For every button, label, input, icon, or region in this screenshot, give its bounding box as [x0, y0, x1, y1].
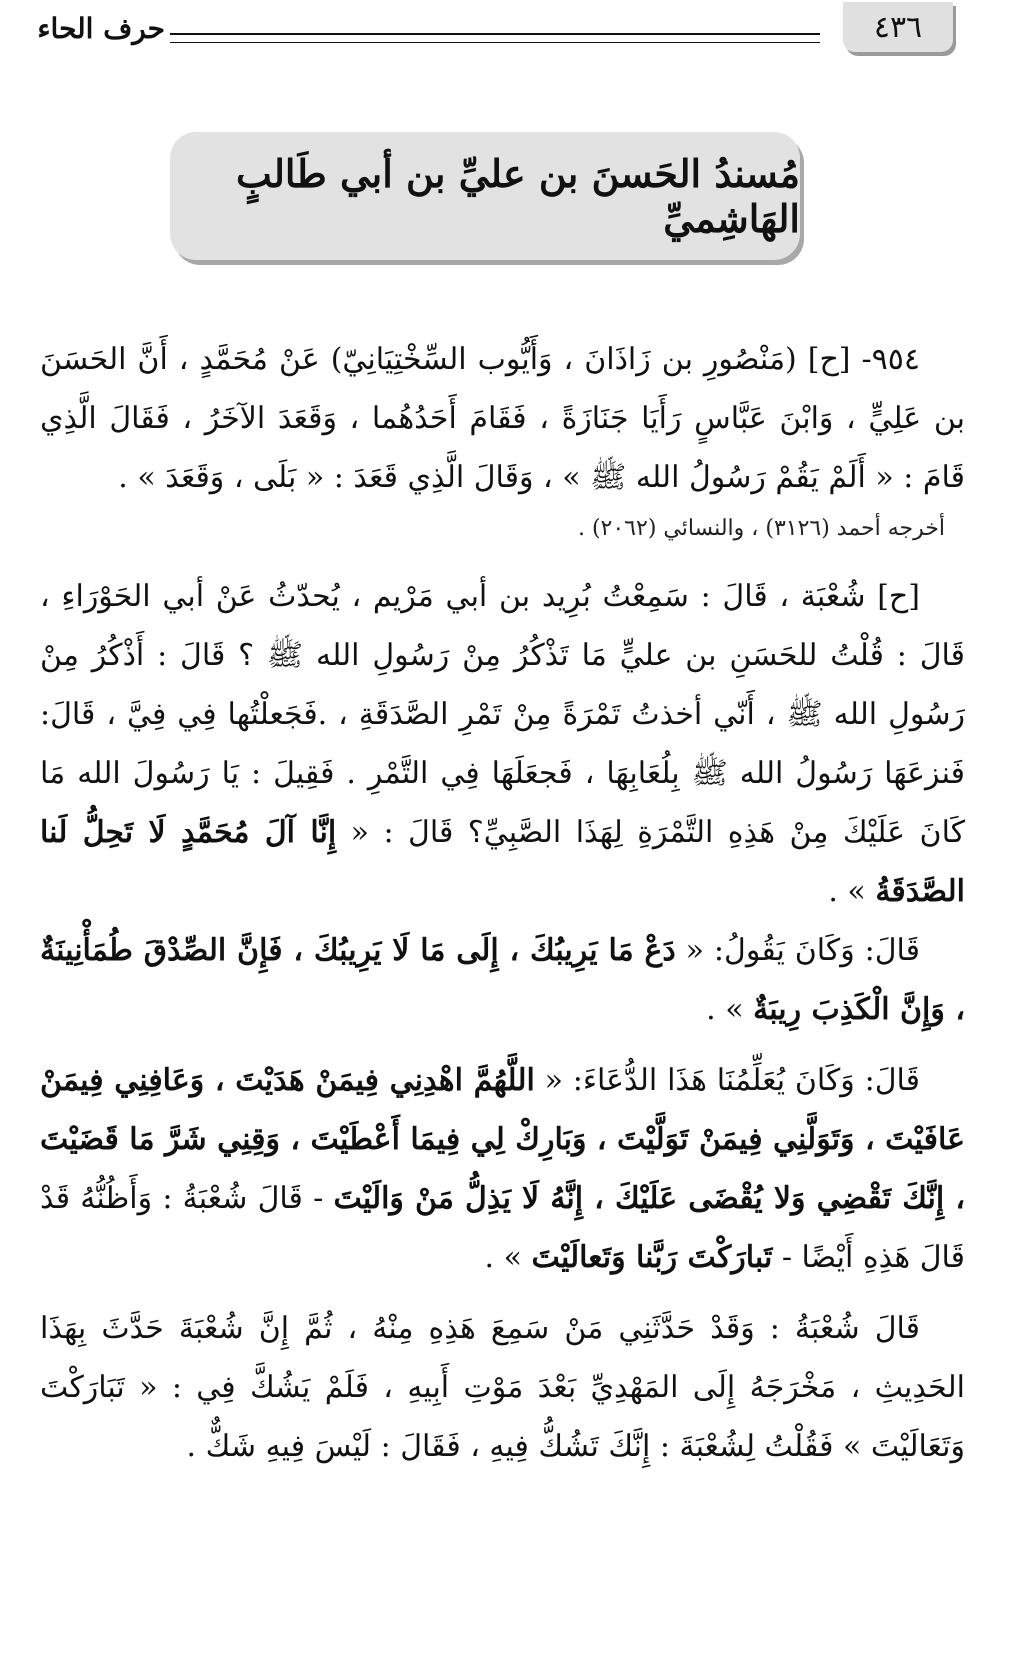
header-rule — [170, 33, 820, 43]
paragraph-end: » . — [828, 874, 866, 909]
paragraph-text: قَالَ: وَكَانَ يَقُولُ: « — [685, 933, 920, 968]
page-number-text: ٤٣٦ — [873, 9, 923, 45]
paragraph-end: » . — [706, 992, 744, 1027]
bold-quote: اللَّهُمَّ اهْدِنِي فِيمَنْ هَدَيْتَ ، وَعَافِنِي فِيمَنْ عَافَيْتَ ، وَتَوَلَّنِي فِيمَنْ تَوَلَّيْتَ ، وَبَارِكْ لِي فِيمَا أَعْطَيْتَ ، وَقِنِي شَرَّ مَا قَضَيْتَ ، إِنَّكَ تَقْضِي وَلا يُقْضَى عَلَيْكَ ، إِنَّهُ لَا يَذِلُّ مَنْ وَالَيْتَ — [40, 1063, 966, 1216]
section-title-box — [170, 132, 800, 260]
takhrij-note: أخرجه أحمد (٣١٢٦) ، والنسائي (٢٠٦٢) . — [577, 516, 945, 541]
section-title: مُسندُ الحَسنَ بن عليِّ بن أبي طَالبٍ الهَاشِميِّ — [236, 151, 800, 241]
bold-quote: دَعْ مَا يَرِيبُكَ ، إِلَى مَا لَا يَرِيبُكَ ، فَإِنَّ الصِّدْقَ طُمَأْنِينَةٌ ، وَإِنَّ الْكَذِبَ رِيبَةٌ — [40, 933, 965, 1027]
bold-quote-2: تَبارَكْتَ رَبَّنا وَتَعالَيْتَ — [531, 1240, 773, 1275]
hadith-paragraph-intro: ٩٥٤- [ح] (مَنْصُورِ بن زَاذَانَ ، وَأَيُّوب السِّخْتِيَانِيّ) عَنْ مُحَمَّدٍ ، أَنَّ الحَسَنَ بن عَلِيٍّ ، وَابْنَ عَبَّاسٍ رَأَيَا جَنَازَةً ، فَقَامَ أَحَدُهُما ، وَقَعَدَ الآخَرُ ، فَقَالَ الَّذِي قَامَ : « أَلَمْ يَقُمْ رَسُولُ الله ﷺ » ، وَقَالَ الَّذِي قَعَدَ : « بَلَى ، وَقَعَدَ » . — [40, 342, 965, 495]
hadith-paragraph-shuba: قَالَ شُعْبَةُ : وَقَدْ حَدَّثَنِي مَنْ سَمِعَ هَذِهِ مِنْهُ ، ثُمَّ إِنَّ شُعْبَةَ حَدَّثَ بِهَذَا الحَدِيثِ ، مَخْرَجَهُ إِلَى المَهْدِيِّ بَعْدَ مَوْتِ أَبِيهِ ، فَلَمْ يَشُكَّ فِي : « تَبَارَكْتَ وَتَعَالَيْتَ » فَقُلْتُ لِشُعْبَةَ : إِنَّكَ تَشُكُّ فِيهِ ، فَقَالَ : لَيْسَ فِيهِ شَكٌّ . — [40, 1311, 965, 1464]
bold-quote: إِنَّا آلَ مُحَمَّدٍ لَا تَحِلُّ لَنا الصَّدَقَةُ — [40, 815, 965, 909]
paragraph-end: » . — [484, 1240, 522, 1275]
paragraph-text: [ح] شُعْبَة ، قَالَ : سَمِعْتُ بُرِيد بن أبي مَرْيم ، يُحدّثُ عَنْ أبي الحَوْرَاءِ ، قَالَ : قُلْتُ للحَسَنِ بن عليٍّ مَا تَذْكُرُ مِنْ رَسُولِ الله ﷺ ؟ قَالَ : أَذْكُرُ مِنْ رَسُولِ الله ﷺ ، أَنّي أخذتُ تَمْرَةً مِنْ تَمْرِ الصَّدَقَةِ ، .فَجَعلْتُها فِي فِيَّ ، قَالَ: فَنزعَهَا رَسُولُ الله ﷺ بِلُعَابِهَا ، فَجعَلَهَا فِي التَّمْرِ . فَقِيلَ : يَا رَسُولَ الله مَا كَانَ عَلَيْكَ مِنْ هَذِهِ التَّمْرَةِ لِهَذَا الصَّبِيِّ؟ قَالَ : « — [40, 579, 965, 850]
paragraph-text: قَالَ: وَكَانَ يُعَلِّمُنَا هَذَا الدُّعَاءَ: « — [544, 1063, 920, 1098]
hadith-paragraph-riba — [40, 921, 965, 1039]
chapter-title: حرف الحاء — [37, 12, 165, 45]
hadith-paragraph-dua — [40, 1051, 965, 1287]
page-number — [843, 2, 953, 52]
paragraph-middle: - قَالَ شُعْبَةُ : وَأَظُنُّهُ قَدْ قَالَ هَذِهِ أَيْضًا - — [40, 1181, 965, 1275]
hadith-paragraph-sadaqa — [40, 567, 965, 921]
hadith-content — [40, 330, 965, 1476]
